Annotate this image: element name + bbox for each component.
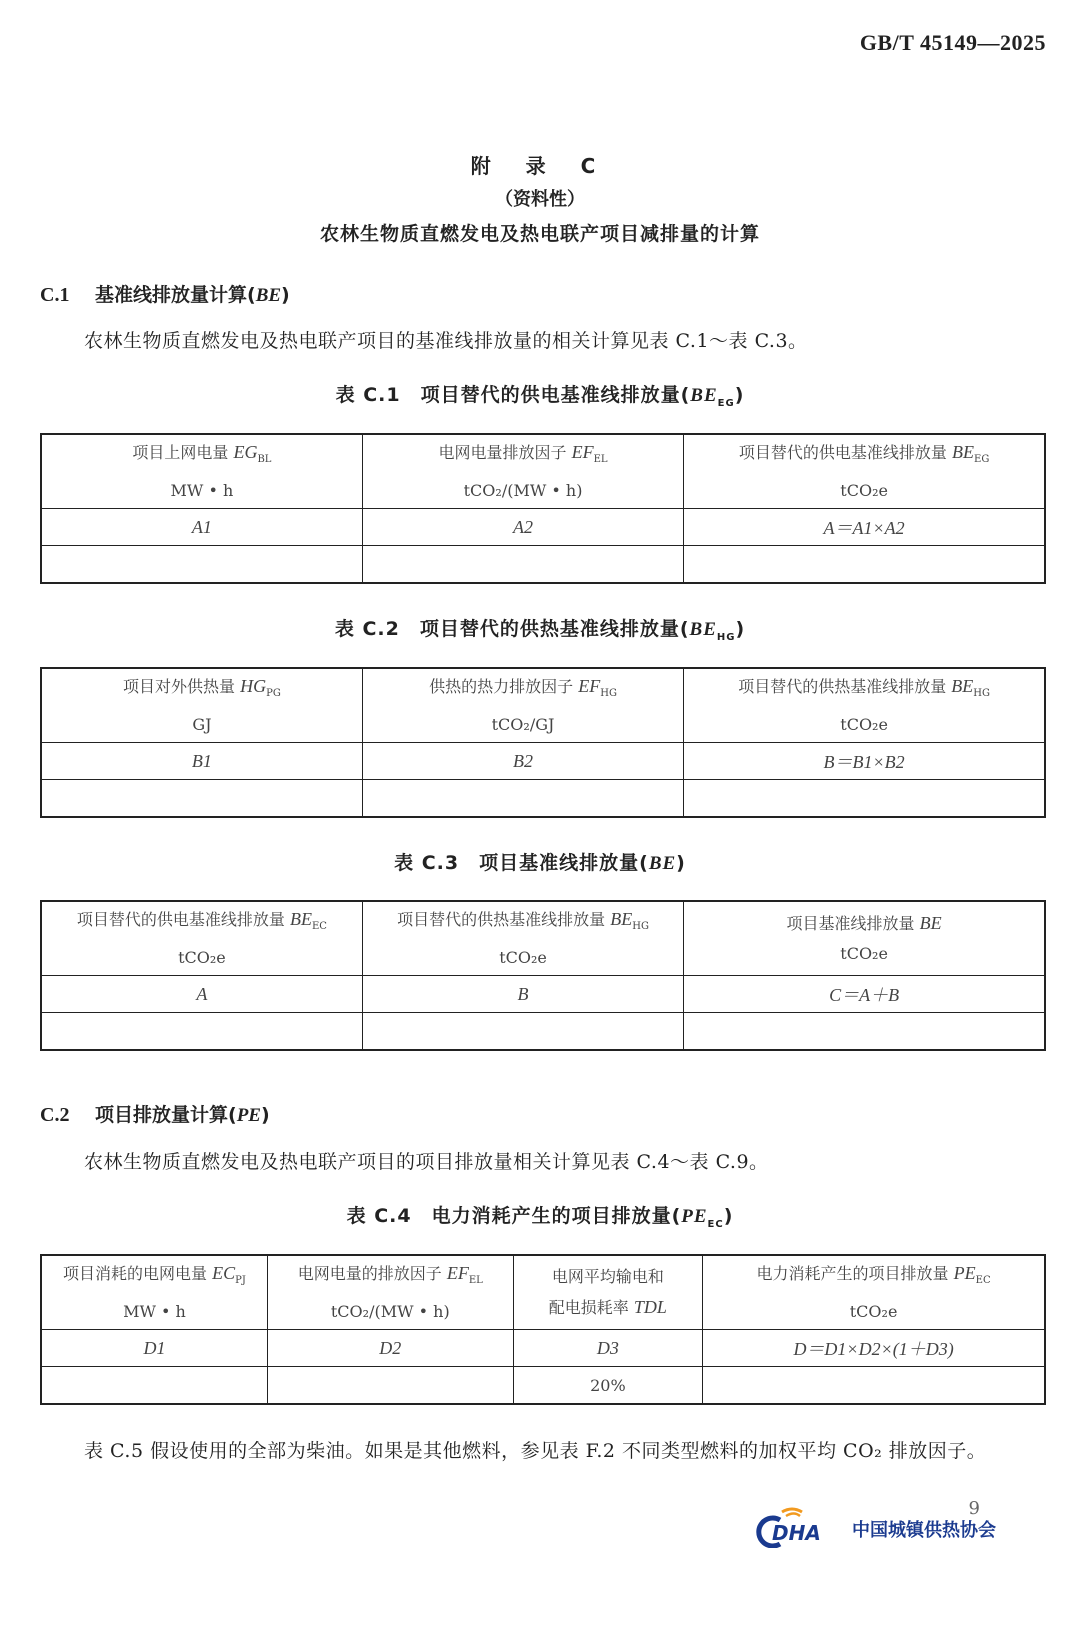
table-header-cell: 项目基准线排放量 BE tCO₂e [684,901,1045,976]
table-cell: B2 [362,743,683,780]
table-cell: A＝A1×A2 [684,509,1045,546]
table-cell [684,1013,1045,1051]
section-number: C.2 [40,1104,70,1126]
page-number: 9 [968,1498,980,1519]
table-cell [41,1013,362,1051]
table-row [41,1013,1045,1051]
table-cell [684,780,1045,818]
table-header-row [41,434,1045,509]
note-paragraph: 表 C.5 假设使用的全部为柴油。如果是其他燃料，参见表 F.2 不同类型燃料的加权平均 CO₂ 排放因子。 [84,1440,987,1462]
table-cell [362,780,683,818]
table-cell [267,1367,513,1405]
table-header-row [41,1255,1045,1330]
cdha-logo-icon [752,1506,847,1548]
table-cell: B1 [41,743,362,780]
table-c3 [40,900,1046,1051]
section-title: 基准线排放量计算( [95,284,256,306]
table-cell: D2 [267,1330,513,1367]
section-c2-paragraph: 农林生物质直燃发电及热电联产项目的项目排放量相关计算见表 C.4～表 C.9。 [84,1151,769,1173]
table-header-cell: 项目上网电量 $EG_{BL}$ MW • h [41,434,362,509]
table-cell: D＝D1×D2×(1＋D3) [703,1330,1045,1367]
table-cell: C＝A＋B [684,976,1045,1013]
table-c1 [40,433,1046,584]
table-cell [684,546,1045,584]
table-cell: 20% [513,1367,703,1405]
section-number: C.1 [40,284,70,306]
table-cell: D3 [513,1330,703,1367]
section-title-var: BE [255,285,282,306]
table-header-cell: 电力消耗产生的项目排放量 $PE_{EC}$ tCO₂e [703,1255,1045,1330]
annex-title: 附 录 C [470,154,610,178]
table-c2 [40,667,1046,818]
table-row [41,743,1045,780]
annex-name: 农林生物质直燃发电及热电联产项目减排量的计算 [319,223,760,245]
annex-type: （资料性） [495,189,585,210]
table-header-cell: 电网电量的排放因子 $EF_{EL}$ tCO₂/(MW • h) [267,1255,513,1330]
org-name: 中国城镇供热协会 [852,1520,996,1541]
table-row [41,546,1045,584]
table-row [41,509,1045,546]
section-title: 项目排放量计算( [95,1104,237,1126]
table-cell [41,546,362,584]
table-c4-caption: 表 C.4 电力消耗产生的项目排放量$(PE_{EC})$ [346,1205,734,1230]
table-header-cell: 供热的热力排放因子 $EF_{HG}$ tCO₂/GJ [362,668,683,743]
table-c4 [40,1254,1046,1405]
table-header-cell: 项目替代的供热基准线排放量 $BE_{HG}$ tCO₂e [362,901,683,976]
table-row [41,976,1045,1013]
table-c2-caption: 表 C.2 项目替代的供热基准线排放量$(BE_{HG})$ [334,618,746,643]
standard-number: GB/T 45149—2025 [859,30,1046,55]
table-cell: B＝B1×B2 [684,743,1045,780]
table-cell: A1 [41,509,362,546]
section-c1-paragraph: 农林生物质直燃发电及热电联产项目的基准线排放量的相关计算见表 C.1～表 C.3。 [84,330,808,352]
section-c2-heading: C.2 项目排放量计算(PE) [40,1104,270,1126]
section-title-var: PE [236,1105,261,1126]
svg-text:DHA: DHA [772,1521,821,1545]
table-cell [41,1367,267,1405]
section-c1-heading: C.1 基准线排放量计算(BE) [40,284,290,306]
table-cell [41,780,362,818]
table-header-cell: 电网电量排放因子 $EF_{EL}$ tCO₂/(MW • h) [362,434,683,509]
table-header-cell: 项目对外供热量 $HG_{PG}$ GJ [41,668,362,743]
table-cell [703,1367,1045,1405]
table-header-cell: 项目替代的供电基准线排放量 $BE_{EG}$ tCO₂e [684,434,1045,509]
table-header-cell: 项目替代的供热基准线排放量 $BE_{HG}$ tCO₂e [684,668,1045,743]
table-cell: B [362,976,683,1013]
table-header-row [41,901,1045,976]
table-c3-caption: 表 C.3 项目基准线排放量(BE) [394,852,686,874]
table-header-cell: 项目替代的供电基准线排放量 $BE_{EC}$ tCO₂e [41,901,362,976]
table-cell: D1 [41,1330,267,1367]
table-row [41,1330,1045,1367]
table-row [41,1367,1045,1405]
table-cell [362,546,683,584]
table-header-cell: 电网平均输电和 配电损耗率 TDL [513,1255,703,1330]
table-header-cell: 项目消耗的电网电量 $EC_{PJ}$ MW • h [41,1255,267,1330]
table-cell: A [41,976,362,1013]
table-cell [362,1013,683,1051]
table-header-row [41,668,1045,743]
org-logo [752,1496,1052,1556]
table-cell: A2 [362,509,683,546]
table-row [41,780,1045,818]
table-c1-caption: 表 C.1 项目替代的供电基准线排放量$(BE_{EG})$ [335,384,745,409]
